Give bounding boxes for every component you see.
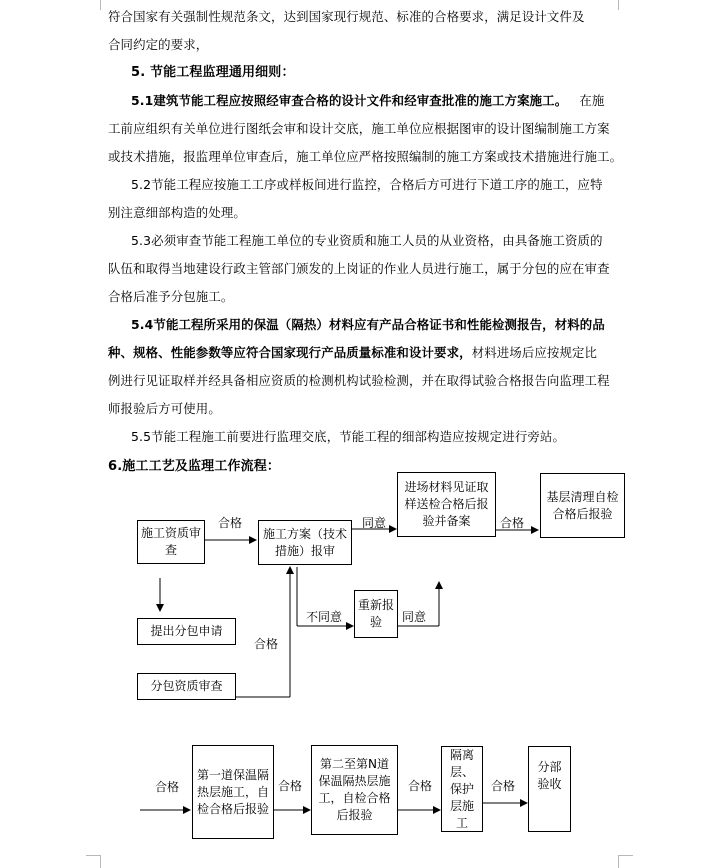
text-line: 例进行见证取样并经具备相应资质的检测机构试验检测，并在取得试验合格报告向监理工程 — [108, 373, 610, 388]
flow-label-pass: 合格 — [155, 780, 180, 794]
text-line: 符合国家有关强制性规范条文，达到国家现行规范、标准的合格要求，满足设计文件及 — [108, 9, 585, 24]
flow-label-pass: 合格 — [491, 779, 516, 793]
flow-box-plan-submission: 施工方案（技术措施）报审 — [258, 520, 352, 565]
text-line: 别注意细部构造的处理。 — [108, 205, 246, 220]
flow-box-acceptance: 分部验收 — [528, 746, 571, 832]
text: 材料进场后应按规定比 — [471, 345, 598, 360]
flow-box-resubmit: 重新报验 — [354, 590, 398, 638]
flow-box-material-sampling: 进场材料见证取样送检合格后报验并备案 — [397, 472, 496, 537]
text-line: 队伍和取得当地建设行政主管部门颁发的上岗证的作业人员进行施工，属于分包的应在审查 — [108, 261, 610, 276]
text-line: 5.3必须审查节能工程施工单位的专业资质和施工人员的从业资格，由具备施工资质的 — [131, 233, 603, 248]
text: 在施 — [579, 93, 605, 108]
flow-box-subcontract-review: 分包资质审查 — [137, 673, 236, 700]
text-line: 合格后准予分包施工。 — [108, 289, 234, 304]
text-line: 师报验后方可使用。 — [108, 401, 221, 416]
text-line: 合同约定的要求， — [108, 37, 209, 52]
flow-box-subcontract-apply: 提出分包申请 — [137, 618, 236, 645]
section-heading-5: 5. 节能工程监理通用细则： — [131, 65, 295, 80]
bold-text: 种、规格、性能参数等应符合国家现行产品质量标准和设计要求， — [108, 345, 472, 360]
flow-box-qualification-review: 施工资质审查 — [137, 520, 205, 564]
flow-label-pass: 合格 — [500, 516, 525, 530]
flow-label-pass: 合格 — [218, 516, 243, 530]
flow-label-agree: 同意 — [362, 516, 387, 530]
paragraph-5-4-line-1: 5.4节能工程所采用的保温（隔热）材料应有产品合格证书和性能检测报告，材料的品 — [131, 317, 605, 332]
flow-label-pass: 合格 — [408, 779, 433, 793]
flow-box-isolation-protection: 隔离层、保护层施工 — [441, 746, 483, 832]
text-line: 工前应组织有关单位进行图纸会审和设计交底，施工单位应根据图审的设计图编制施工方案 — [108, 121, 610, 136]
flow-label-disagree: 不同意 — [306, 610, 343, 624]
flow-box-base-cleaning: 基层清理自检合格后报验 — [540, 473, 625, 538]
flow-label-pass: 合格 — [278, 779, 303, 793]
flow-label-agree: 同意 — [402, 610, 427, 624]
flow-label-pass: 合格 — [254, 637, 279, 651]
text-line: 5.2节能工程应按施工工序或样板间进行监控，合格后方可进行下道工序的施工，应特 — [131, 177, 603, 192]
bold-text: 5.1建筑节能工程应按照经审查合格的设计文件和经审查批准的施工方案施工。 — [131, 93, 568, 108]
section-heading-6: 6.施工工艺及监理工作流程： — [108, 459, 281, 474]
flow-box-first-insulation-layer: 第一道保温隔热层施工，自检合格后报验 — [192, 745, 274, 839]
text-line: 或技术措施，报监理单位审查后，施工单位应严格按照编制的施工方案或技术措施进行施工。 — [108, 149, 623, 164]
text-line: 5.5节能工程施工前要进行监理交底，节能工程的细部构造应按规定进行旁站。 — [131, 429, 565, 444]
flow-box-second-to-n-layer: 第二至第N道保温隔热层施工，自检合格后报验 — [311, 745, 398, 835]
